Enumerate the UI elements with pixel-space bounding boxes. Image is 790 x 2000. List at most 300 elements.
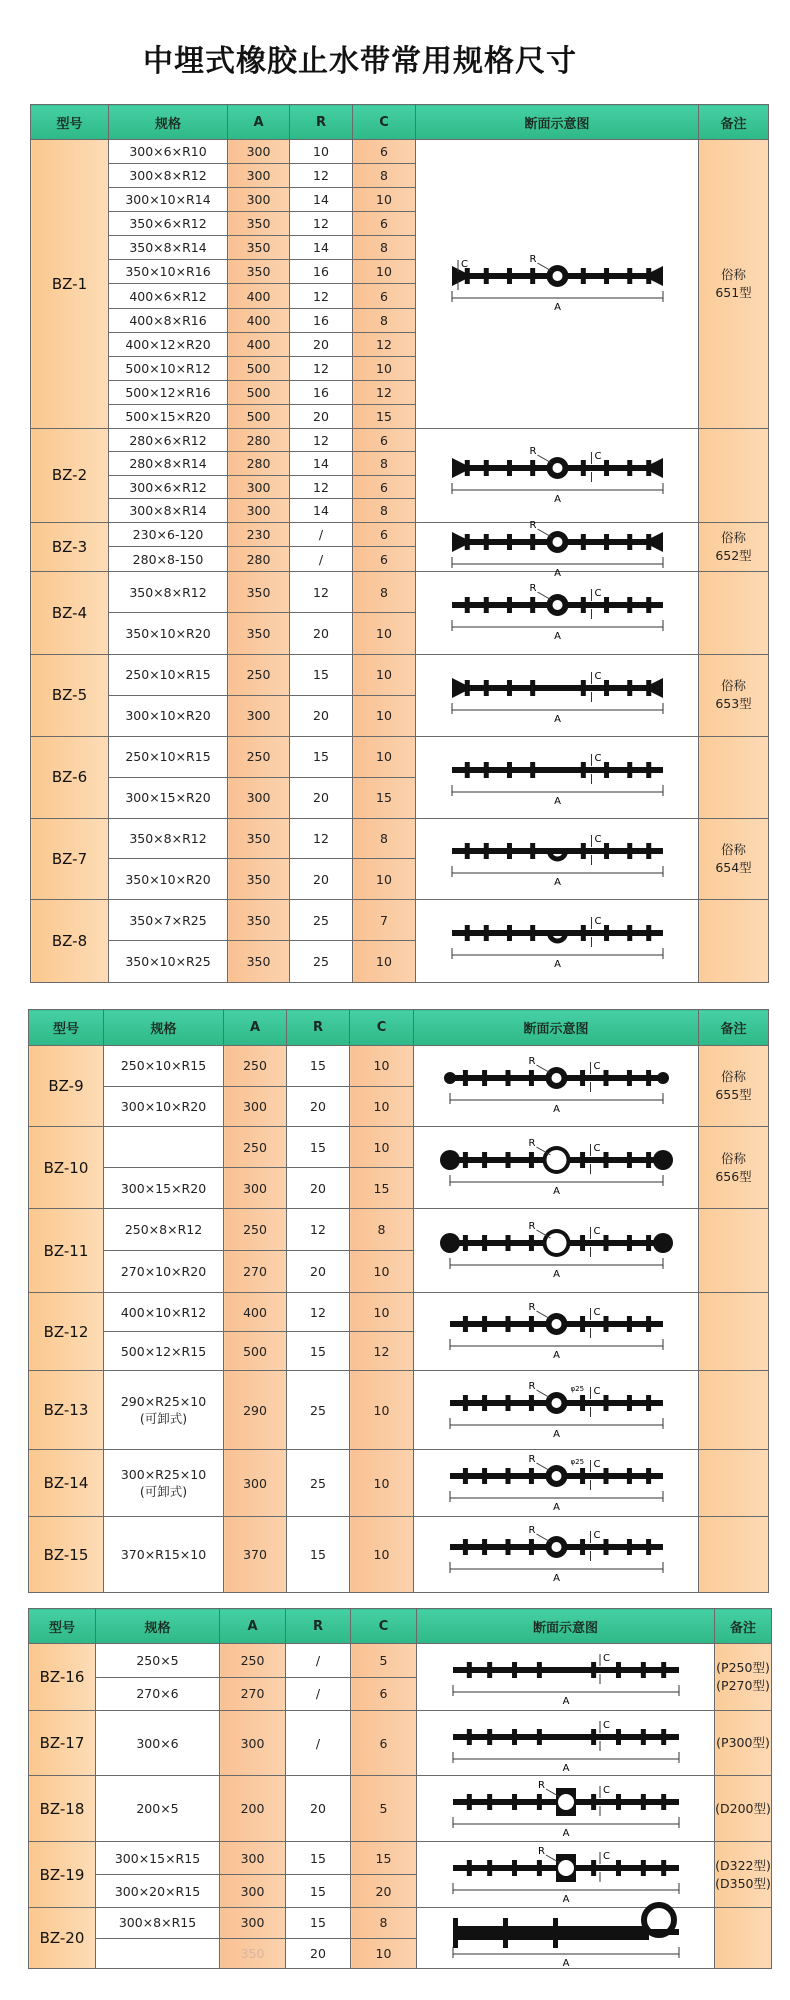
table-row — [31, 736, 769, 777]
rib — [483, 843, 488, 859]
a-cell: 300 — [228, 188, 290, 212]
rib — [464, 762, 469, 778]
rib — [536, 1860, 541, 1876]
c-cell: 6 — [353, 212, 416, 236]
rib — [487, 1729, 492, 1745]
header-row — [29, 1609, 772, 1644]
model-cell: BZ-19 — [29, 1842, 96, 1908]
a-cell: 270 — [220, 1677, 286, 1711]
center-hole — [558, 1860, 574, 1876]
rib — [615, 1662, 620, 1678]
header-a: A — [224, 1010, 287, 1046]
label-r: R — [528, 1138, 535, 1149]
rib — [626, 1235, 631, 1251]
r-leader — [537, 529, 551, 537]
table-row — [29, 1776, 772, 1842]
c-cell: 15 — [350, 1168, 414, 1209]
c-cell: 8 — [353, 452, 416, 476]
rib — [506, 534, 511, 550]
r-leader — [536, 1534, 550, 1542]
rib — [580, 680, 585, 696]
header-note: 备注 — [715, 1609, 772, 1644]
label-a: A — [553, 958, 561, 970]
center-hole — [552, 463, 562, 473]
rib — [580, 534, 585, 550]
r-cell: 15 — [287, 1127, 350, 1168]
spec-cell: 500×12×R16 — [109, 380, 228, 404]
r-cell: 16 — [290, 308, 353, 332]
table-row — [31, 522, 769, 547]
c-cell: 8 — [350, 1209, 414, 1251]
label-c: C — [602, 1720, 610, 1731]
rib — [530, 597, 535, 613]
a-cell: 350 — [220, 1938, 286, 1969]
diagram-cell — [414, 1046, 699, 1127]
c-cell: 15 — [353, 404, 416, 428]
a-cell: 500 — [224, 1332, 287, 1371]
rib — [505, 1468, 510, 1484]
label-a: A — [553, 795, 561, 807]
r-leader — [536, 1065, 550, 1073]
rib — [626, 1468, 631, 1484]
c-cell: 10 — [353, 613, 416, 655]
rib — [603, 1070, 608, 1086]
header-a: A — [228, 105, 290, 140]
header-row — [29, 1010, 769, 1046]
r-cell: 15 — [286, 1908, 351, 1939]
r-cell: 20 — [290, 695, 353, 736]
cross-section-diagram — [417, 242, 698, 322]
cross-section-diagram — [415, 1450, 698, 1513]
r-cell: 25 — [287, 1371, 350, 1450]
rib — [528, 1468, 533, 1484]
c-cell: 10 — [353, 654, 416, 695]
rib — [615, 1729, 620, 1745]
diagram-cell — [416, 654, 699, 736]
end-bulb — [440, 1150, 460, 1170]
rib — [627, 925, 632, 941]
rib — [528, 1235, 533, 1251]
spec-cell: 300×10×R20 — [104, 1086, 224, 1127]
c-cell: 10 — [353, 941, 416, 983]
center-hole — [546, 1150, 566, 1170]
r-cell: / — [286, 1644, 351, 1678]
rib — [580, 843, 585, 859]
spec-cell: 300×8×R14 — [109, 499, 228, 523]
r-cell: 20 — [287, 1251, 350, 1293]
header-note: 备注 — [699, 1010, 769, 1046]
rib — [580, 1316, 585, 1332]
a-cell: 250 — [228, 654, 290, 695]
c-cell: 10 — [353, 260, 416, 284]
rib — [646, 1395, 651, 1411]
label-c: C — [594, 670, 601, 682]
c-cell: 6 — [353, 547, 416, 572]
r-cell: / — [286, 1677, 351, 1711]
c-cell: 5 — [351, 1776, 417, 1842]
table-row — [29, 1293, 769, 1332]
r-cell: 25 — [287, 1450, 350, 1517]
label-c: C — [602, 1785, 610, 1796]
spec-cell: 300×20×R15 — [96, 1875, 220, 1908]
rib — [506, 597, 511, 613]
c-cell: 8 — [353, 571, 416, 613]
c-cell: 10 — [353, 356, 416, 380]
label-a: A — [553, 630, 561, 642]
rib — [530, 460, 535, 476]
label-c: C — [593, 1386, 600, 1397]
note-cell: 俗称 656型 — [699, 1127, 769, 1209]
a-cell: 300 — [228, 499, 290, 523]
rib — [505, 1152, 510, 1168]
c-cell: 7 — [353, 899, 416, 941]
rib — [604, 843, 609, 859]
model-cell: BZ-4 — [31, 571, 109, 654]
note-cell — [699, 571, 769, 654]
rib — [483, 680, 488, 696]
model-cell: BZ-5 — [31, 654, 109, 736]
cross-section-diagram — [417, 819, 698, 896]
spec-cell: 250×10×R15 — [109, 654, 228, 695]
rib — [640, 1729, 645, 1745]
a-cell: 300 — [224, 1450, 287, 1517]
spec-cell: 300×6×R10 — [109, 140, 228, 164]
note-cell: (D200型) — [715, 1776, 772, 1842]
cross-section-diagram — [415, 1127, 698, 1205]
r-cell: 12 — [290, 164, 353, 188]
c-cell: 8 — [353, 308, 416, 332]
rib — [604, 762, 609, 778]
rib — [462, 1235, 467, 1251]
rib — [462, 1468, 467, 1484]
r-cell: 12 — [290, 571, 353, 613]
spec-cell: 370×R15×10 — [104, 1517, 224, 1593]
c-cell: 12 — [353, 332, 416, 356]
r-cell: 25 — [290, 899, 353, 941]
r-cell: 15 — [287, 1517, 350, 1593]
rib — [530, 680, 535, 696]
header-diagram: 断面示意图 — [414, 1010, 699, 1046]
a-cell: 300 — [228, 475, 290, 499]
c-cell: 8 — [353, 818, 416, 859]
a-cell: 300 — [220, 1842, 286, 1875]
diagram-cell — [416, 519, 699, 571]
a-cell: 280 — [228, 452, 290, 476]
rib — [580, 1539, 585, 1555]
c-cell: 10 — [350, 1371, 414, 1450]
note-cell — [715, 1908, 772, 1969]
rib — [626, 1316, 631, 1332]
rib — [482, 1152, 487, 1168]
diagram-cell — [414, 1293, 699, 1371]
rib — [530, 762, 535, 778]
rib — [536, 1729, 541, 1745]
diagram-cell — [417, 1776, 715, 1842]
rib — [646, 843, 651, 859]
rib — [580, 925, 585, 941]
rib — [462, 1395, 467, 1411]
c-cell: 8 — [353, 164, 416, 188]
rib — [591, 1662, 596, 1678]
rib — [505, 1316, 510, 1332]
label-a: A — [553, 876, 561, 888]
diagram-cell — [414, 1209, 699, 1293]
a-cell: 250 — [228, 736, 290, 777]
label-c: C — [602, 1851, 610, 1862]
table-row — [29, 1908, 772, 1939]
a-cell: 300 — [228, 164, 290, 188]
rib — [604, 460, 609, 476]
r-cell: 12 — [290, 428, 353, 452]
r-cell: 20 — [290, 777, 353, 818]
label-r: R — [528, 1056, 535, 1067]
spec-cell: 280×6×R12 — [109, 428, 228, 452]
r-cell: 15 — [287, 1046, 350, 1087]
note-cell: (P250型) (P270型) — [715, 1644, 772, 1711]
end-bulb — [653, 1233, 673, 1253]
rib — [536, 1794, 541, 1810]
note-cell: (D322型) (D350型) — [715, 1842, 772, 1908]
c-cell: 10 — [350, 1046, 414, 1087]
r-leader — [536, 1390, 550, 1398]
rib — [661, 1860, 666, 1876]
rib — [487, 1860, 492, 1876]
rib — [604, 534, 609, 550]
label-a: A — [552, 1269, 560, 1280]
model-cell: BZ-9 — [29, 1046, 104, 1127]
r-cell: 16 — [290, 380, 353, 404]
header-diagram: 断面示意图 — [416, 105, 699, 140]
diagram-cell — [417, 1644, 715, 1711]
spec-table-1 — [30, 104, 769, 983]
a-cell: 350 — [228, 236, 290, 260]
label-a: A — [562, 1763, 569, 1774]
center-hole — [558, 1794, 574, 1810]
rib — [466, 1729, 471, 1745]
spec-table-3 — [28, 1608, 772, 1969]
r-leader — [537, 455, 551, 463]
rib — [483, 460, 488, 476]
header-spec: 规格 — [109, 105, 228, 140]
header-row — [31, 105, 769, 140]
r-leader — [536, 1463, 550, 1471]
c-cell: 10 — [353, 859, 416, 900]
rib — [626, 1152, 631, 1168]
center-hole — [552, 537, 562, 547]
rib — [453, 1918, 458, 1948]
r-leader — [537, 592, 551, 600]
rib — [580, 762, 585, 778]
spec-cell: 300×15×R20 — [109, 777, 228, 818]
rib — [661, 1794, 666, 1810]
rib — [483, 268, 488, 284]
label-r: R — [537, 1846, 545, 1857]
r-cell: 15 — [286, 1842, 351, 1875]
rib — [482, 1070, 487, 1086]
c-cell: 6 — [353, 475, 416, 499]
spec-cell: 500×15×R20 — [109, 404, 228, 428]
rib — [506, 925, 511, 941]
rib — [506, 460, 511, 476]
label-r: R — [528, 1454, 535, 1465]
rib — [580, 460, 585, 476]
note-cell: 俗称 655型 — [699, 1046, 769, 1127]
diagram-cell — [417, 1842, 715, 1908]
rib — [482, 1235, 487, 1251]
rib — [512, 1662, 517, 1678]
diagram-cell — [414, 1127, 699, 1209]
model-cell: BZ-15 — [29, 1517, 104, 1593]
rib — [646, 597, 651, 613]
label-a: A — [552, 1104, 560, 1115]
rib — [640, 1662, 645, 1678]
cross-section-diagram — [415, 1209, 698, 1289]
rib — [615, 1794, 620, 1810]
spec-cell: 400×12×R20 — [109, 332, 228, 356]
model-cell: BZ-2 — [31, 428, 109, 522]
table-row — [31, 140, 769, 164]
spec-cell: 350×7×R25 — [109, 899, 228, 941]
model-cell: BZ-7 — [31, 818, 109, 899]
flared-end — [452, 532, 466, 552]
spec-cell: 350×8×R12 — [109, 818, 228, 859]
c-cell: 5 — [351, 1644, 417, 1678]
r-cell: 20 — [290, 332, 353, 356]
rib — [503, 1918, 508, 1948]
center-hole — [551, 1319, 561, 1329]
cross-section-diagram — [415, 1046, 698, 1123]
label-a: A — [562, 1696, 569, 1707]
header-spec: 规格 — [104, 1010, 224, 1046]
model-cell: BZ-8 — [31, 899, 109, 982]
rib — [487, 1662, 492, 1678]
rib — [530, 534, 535, 550]
label-c: C — [594, 752, 601, 764]
label-c: C — [594, 833, 601, 845]
rib — [627, 762, 632, 778]
r-cell: 20 — [286, 1938, 351, 1969]
c-cell: 10 — [350, 1517, 414, 1593]
a-cell: 400 — [228, 332, 290, 356]
table-row — [29, 1450, 769, 1517]
a-cell: 230 — [228, 522, 290, 547]
spec-cell: 350×10×R20 — [109, 613, 228, 655]
label-c: C — [593, 1459, 600, 1470]
rib — [466, 1794, 471, 1810]
spec-cell: 400×8×R16 — [109, 308, 228, 332]
rib — [626, 1070, 631, 1086]
rib — [604, 680, 609, 696]
header-r: R — [290, 105, 353, 140]
cross-section-diagram — [415, 1371, 698, 1446]
rib — [536, 1662, 541, 1678]
spec-cell: 300×8×R15 — [96, 1908, 220, 1939]
c-cell: 10 — [350, 1293, 414, 1332]
r-cell: 20 — [287, 1086, 350, 1127]
rib — [462, 1152, 467, 1168]
header-note: 备注 — [699, 105, 769, 140]
label-c: C — [593, 1061, 600, 1072]
label-r: R — [528, 1525, 535, 1536]
spec-cell: 400×6×R12 — [109, 284, 228, 308]
label-r: R — [529, 254, 536, 266]
c-cell: 6 — [351, 1711, 417, 1776]
rib — [483, 534, 488, 550]
spec-cell: 250×10×R15 — [109, 736, 228, 777]
r-cell: 20 — [287, 1168, 350, 1209]
note-cell: (P300型) — [715, 1711, 772, 1776]
header-r: R — [286, 1609, 351, 1644]
r-cell: 12 — [287, 1293, 350, 1332]
rib — [646, 1070, 651, 1086]
flared-end — [452, 678, 466, 698]
cross-section-diagram — [418, 1842, 714, 1904]
spec-table-2 — [28, 1009, 769, 1593]
c-cell: 6 — [353, 428, 416, 452]
a-cell: 500 — [228, 356, 290, 380]
spec-cell: 300×10×R20 — [109, 695, 228, 736]
rib — [506, 843, 511, 859]
label-diameter: φ25 — [570, 1385, 584, 1393]
a-cell: 500 — [228, 380, 290, 404]
a-cell: 350 — [228, 818, 290, 859]
cross-section-diagram — [418, 1776, 714, 1838]
a-cell: 290 — [224, 1371, 287, 1450]
rib — [528, 1316, 533, 1332]
rib — [646, 1152, 651, 1168]
r-cell: / — [286, 1711, 351, 1776]
spec-cell: 350×10×R16 — [109, 260, 228, 284]
c-cell: 15 — [351, 1842, 417, 1875]
a-cell: 370 — [224, 1517, 287, 1593]
spec-cell: 250×5 — [96, 1644, 220, 1678]
cross-section-diagram — [417, 737, 698, 815]
center-hole — [552, 600, 562, 610]
center-hole — [551, 1398, 561, 1408]
note-cell — [699, 1450, 769, 1517]
rib — [466, 1662, 471, 1678]
label-a: A — [553, 302, 561, 314]
c-cell: 10 — [353, 736, 416, 777]
a-cell: 200 — [220, 1776, 286, 1842]
rib — [483, 762, 488, 778]
table-row — [29, 1371, 769, 1450]
r-cell: 15 — [287, 1332, 350, 1371]
table-row — [31, 899, 769, 941]
a-cell: 300 — [220, 1711, 286, 1776]
a-cell: 300 — [224, 1168, 287, 1209]
note-cell — [699, 1517, 769, 1593]
r-cell: 12 — [290, 356, 353, 380]
r-cell: / — [290, 547, 353, 572]
cross-section-diagram — [417, 655, 698, 733]
label-r: R — [529, 582, 536, 594]
a-cell: 270 — [224, 1251, 287, 1293]
rib — [483, 597, 488, 613]
label-a: A — [562, 1828, 569, 1839]
spec-cell: 350×8×R12 — [109, 571, 228, 613]
spec-cell — [96, 1938, 220, 1969]
diagram-cell — [416, 899, 699, 982]
spec-cell: 250×10×R15 — [104, 1046, 224, 1087]
spec-cell: 300×8×R12 — [109, 164, 228, 188]
c-cell: 12 — [350, 1332, 414, 1371]
c-cell: 10 — [350, 1086, 414, 1127]
spec-cell: 300×15×R20 — [104, 1168, 224, 1209]
a-cell: 300 — [228, 695, 290, 736]
cross-section-diagram — [418, 1711, 714, 1772]
header-model: 型号 — [29, 1609, 96, 1644]
